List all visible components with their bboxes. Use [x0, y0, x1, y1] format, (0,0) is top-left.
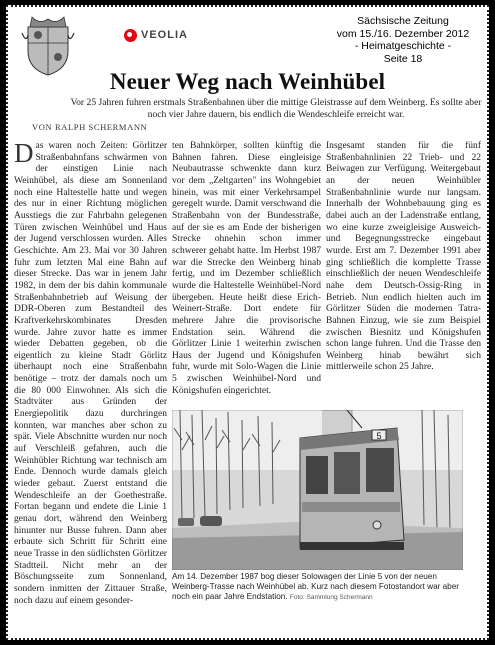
article-column-2 — [172, 140, 321, 408]
photo-credit: Foto: Sammlung Schermann — [289, 594, 373, 601]
article-column-3 — [326, 140, 481, 408]
veolia-mark-icon — [124, 29, 137, 42]
source-note — [323, 15, 483, 65]
article-column-1 — [14, 140, 167, 630]
column-1-text: as waren noch Zeiten: Görlitzer Straßenbahnfans schwärmen von der einstigen Linie nach Weinhübel, als diese am Sonnenland noch eine Haltestelle hatte und wegen des nur in einer Richtung möglichen Ausstiegs die zur Fahrbahn gelegenen Türen zwischen Weinhübel und Haus der Jugend verschlossen wurden. Alles Geschichte. Am 23. Mai vor 30 Jahren fuhr zum letzten Mal eine Bahn auf dieser Strecke. Das war in jenem Jahr 1982, in dem der bis dahin kommunale Straßenbahnbetrieb auf Weisung der DDR-Oberen zum Bestandteil des Kraftverkehrskombinates Dresden wurde. Jahre zuvor hatte es immer wieder Debatten gegeben, ob die eigentlich zu kleine Stadt Görlitz überhaupt noch eine Straßenbahn benötige – trotz der damals noch um die 80 000 Einwohner. Als sich die Stadtväter aus Gründen der Energiepolitik dazu durchringen konnten, war manches aber schon zu spät. Viele Abschnitte wurden nur noch auf Verschleiß gefahren, auch die Weinhübler Richtung war technisch am Ende. Dennoch wurde damals gleich wieder gebaut. Zuerst entstand die Wendeschleife an der Goethestraße. Fortan begann und endete die Linie 1 genau dort, während den Weinberg hinunter nur Busse fuhren. Dann aber erbaute sich Schritt für Schritt eine neue Trasse in den südlichsten Görlitzer Stadtteil. Nicht mehr an der Böschungsseite zum Sonnenland, sondern inmitten der Zittauer Straße, noch dazu auf einem gesonder- — [14, 140, 167, 606]
photo-caption — [172, 572, 472, 603]
tram-photo — [172, 410, 463, 570]
caption-text: Am 14. Dezember 1987 bog dieser Solowagen der Linie 5 von der neuen Weinberg-Trasse nach Weinhübel ab. Kurz nach diesem Fotostandort war aber noch ein paar Jahre Endstation. — [172, 572, 460, 601]
article-lead: Vor 25 Jahren fuhren erstmals Straßenbahnen über die mittige Gleistrasse auf dem Weinberg. Es sollte aber noch vier Jahre dauern, bis endlich die Wendeschleife erreicht war. — [70, 97, 482, 120]
coat-of-arms-logo — [20, 13, 76, 77]
newspaper-clipping — [6, 5, 489, 640]
source-page: Seite 18 — [383, 52, 423, 65]
drop-cap: D — [14, 140, 34, 168]
tram-route-number: 5 — [376, 431, 382, 441]
source-section: - Heimatgeschichte - — [354, 40, 452, 53]
article-author: VON RALPH SCHERMANN — [32, 122, 148, 132]
column-2-text: ten Bahnkörper, sollten künftig die Bahnen fahren. Diese eingleisige Neubautrasse schwenkte dann kurz vor dem „Zeltgarten" ins Wohngebiet hinein, was mit einer Verkehrsampel geregelt wurde. Damit verschwand die Straßenbahn von der Bundesstraße, auf der sie es am Ende der bisherigen Strecke ohnehin schon immer schwerer gehabt hatte. Im Herbst 1987 war die Strecke den Weinberg hinab fertig, und im Dezember schließlich wurde die Haltestelle Weinhübel-Nord übergeben. Heute heißt diese Erich-Weinert-Straße. Dort endete für mehrere Jahre die provisorische Endstation sein. Während die Görlitzer Linie 1 weiterhin zwischen Haus der Jugend und Königshufen fuhr, wurde mit Solo-Wagen die Linie 5 zwischen Weinhübel-Nord und Königshufen eingerichtet. — [172, 140, 321, 396]
veolia-logo — [124, 27, 188, 43]
article-headline: Neuer Weg nach Weinhübel — [109, 69, 386, 94]
veolia-logo-text: VEOLIA — [141, 29, 188, 41]
column-3-text: Insgesamt standen für die fünf Straßenbahnlinien 22 Trieb- und 22 Beiwagen zur Verfügung. Weitergebaut an der neuen Weinhübler Straßenbahnlinie wurde nur langsam. Innerhalb der Wohnbebauung ging es dabei auch an der Ladenstraße entlang, wo eine kurze zweigleisige Ausweich- und Begegnungsstrecke eingebaut wurde. Erst am 7. Dezember 1991 aber ging schließlich die komplette Trasse einschließlich der neuen Wendeschleife nahe dem Deutsch-Ossig-Ring in Betrieb. Nun endlich hielten auch im Görlitzer Süden die modernen Tatra-Bahnen Einzug, wie sie zum Beispiel zwischen Biesnitz und Königshufen schon lange fuhren. Und die Trasse den Weinberg hinab bewährt sich mittlerweile schon 25 Jahre. — [326, 140, 481, 373]
source-date: vom 15./16. Dezember 2012 — [336, 27, 470, 40]
source-newspaper: Sächsische Zeitung — [357, 15, 449, 27]
